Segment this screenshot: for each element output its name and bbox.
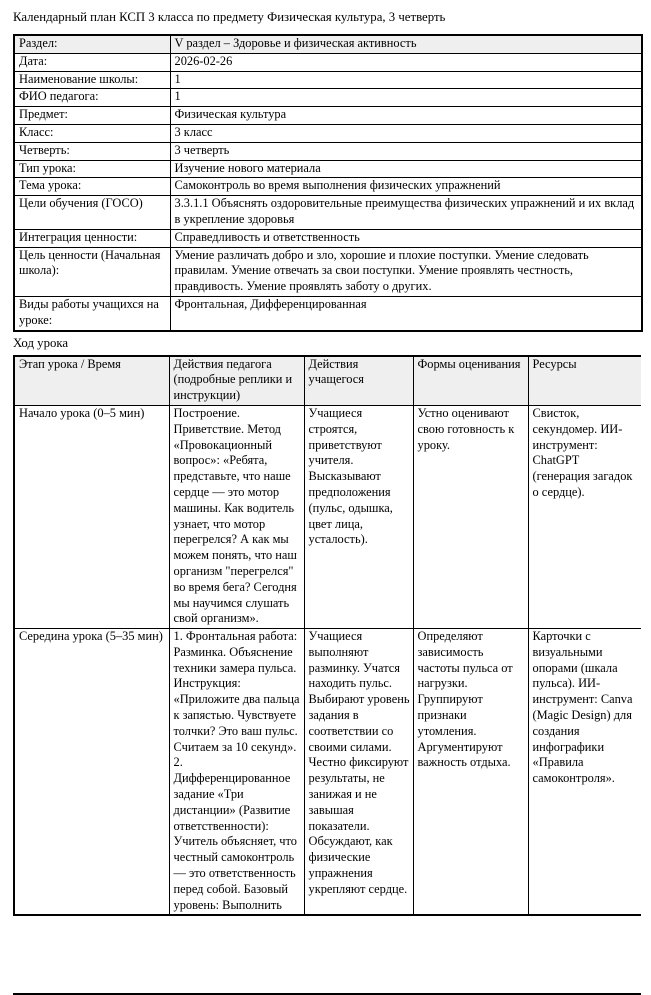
- meta-row-section: [14, 35, 642, 53]
- plan-cell-resources: Свисток, секундомер. ИИ-инструмент: ChatGPT (генерация загадок о сердце).: [528, 405, 641, 628]
- meta-row-lesson-type: [14, 160, 642, 178]
- meta-row-values-integration: [14, 229, 642, 247]
- meta-label-lesson-topic: Тема урока:: [14, 178, 170, 196]
- plan-cell-assessment: Определяют зависимость частоты пульса от нагрузки. Группируют признаки утомления. Аргументируют важность отдыха.: [413, 629, 528, 916]
- plan-cell-stage: Начало урока (0–5 мин): [14, 405, 169, 628]
- meta-value-school: 1: [170, 71, 642, 89]
- plan-cell-teacher-actions: Построение. Приветствие. Метод «Провокационный вопрос»: «Ребята, представьте, что наше сердце — это мотор машины. Как водитель узнает, что мотор перегрелся? А как мы можем понять, что наш организм "перегрелся" во время бега? Сегодня мы научимся слушать свой организм».: [169, 405, 304, 628]
- plan-cell-assessment: Устно оценивают свою готовность к уроку.: [413, 405, 528, 628]
- meta-label-school: Наименование школы:: [14, 71, 170, 89]
- meta-value-lesson-topic: Самоконтроль во время выполнения физических упражнений: [170, 178, 642, 196]
- meta-row-date: [14, 53, 642, 71]
- meta-row-grade: [14, 124, 642, 142]
- meta-label-lesson-type: Тип урока:: [14, 160, 170, 178]
- meta-label-value-goal: Цель ценности (Начальная школа):: [14, 247, 170, 296]
- meta-row-objectives: [14, 196, 642, 230]
- lesson-plan-table: [13, 355, 641, 917]
- meta-value-quarter: 3 четверть: [170, 142, 642, 160]
- meta-row-work-types: [14, 296, 642, 330]
- lesson-meta-table: [13, 34, 643, 332]
- meta-value-work-types: Фронтальная, Дифференцированная: [170, 296, 642, 330]
- section-heading: Ход урока: [13, 335, 69, 350]
- meta-value-objectives: 3.3.1.1 Объяснять оздоровительные преимущества физических упражнений и их вклад в укрепление здоровья: [170, 196, 642, 230]
- plan-header-stage: Этап урока / Время: [14, 356, 169, 406]
- meta-label-section: Раздел:: [14, 35, 170, 53]
- document-title: Календарный план КСП 3 класса по предмету Физическая культура, 3 четверть: [13, 10, 446, 24]
- meta-value-grade: 3 класс: [170, 124, 642, 142]
- plan-header-row: [14, 356, 641, 406]
- plan-cell-student-actions: Учащиеся строятся, приветствуют учителя. Высказывают предположения (пульс, одышка, цвет лица, усталость).: [304, 405, 413, 628]
- meta-label-values-integration: Интеграция ценности:: [14, 229, 170, 247]
- meta-value-date: 2026-02-26: [170, 53, 642, 71]
- meta-label-work-types: Виды работы учащихся на уроке:: [14, 296, 170, 330]
- meta-label-teacher-name: ФИО педагога:: [14, 89, 170, 107]
- plan-cell-resources: Карточки с визуальными опорами (шкала пульса). ИИ-инструмент: Canva (Magic Design) для создания инфографики «Правила самоконтроля».: [528, 629, 641, 916]
- meta-label-subject: Предмет:: [14, 107, 170, 125]
- plan-header-student-actions: Действия учащегося: [304, 356, 413, 406]
- meta-label-date: Дата:: [14, 53, 170, 71]
- plan-table-viewport: [13, 355, 641, 995]
- meta-row-quarter: [14, 142, 642, 160]
- plan-cell-teacher-actions: 1. Фронтальная работа: Разминка. Объяснение техники замера пульса. Инструкция: «Приложите два пальца к запястью. Чувствуете толчки? Это ваш пульс. Считаем за 10 секунд». 2. Дифференцированное задание «Три дистанции» (Развитие ответственности): Учитель объясняет, что честный самоконтроль — это ответственность перед собой. Базовый уровень: Выполнить: [169, 629, 304, 916]
- plan-row-lesson-middle: [14, 629, 641, 916]
- meta-value-teacher-name: 1: [170, 89, 642, 107]
- meta-row-value-goal: [14, 247, 642, 296]
- meta-row-school: [14, 71, 642, 89]
- plan-cell-stage: Середина урока (5–35 мин): [14, 629, 169, 916]
- plan-cell-student-actions: Учащиеся выполняют разминку. Учатся находить пульс. Выбирают уровень задания в соответствии со своими силами. Честно фиксируют результаты, не занижая и не завышая показатели. Обсуждают, как физические упражнения укрепляют сердце.: [304, 629, 413, 916]
- meta-value-values-integration: Справедливость и ответственность: [170, 229, 642, 247]
- meta-value-lesson-type: Изучение нового материала: [170, 160, 642, 178]
- plan-header-resources: Ресурсы: [528, 356, 641, 406]
- plan-row-lesson-start: [14, 405, 641, 628]
- plan-header-assessment: Формы оценивания: [413, 356, 528, 406]
- meta-value-subject: Физическая культура: [170, 107, 642, 125]
- meta-row-teacher-name: [14, 89, 642, 107]
- meta-label-objectives: Цели обучения (ГОСО): [14, 196, 170, 230]
- meta-label-quarter: Четверть:: [14, 142, 170, 160]
- meta-value-value-goal: Умение различать добро и зло, хорошие и плохие поступки. Умение следовать правилам. Умение отвечать за свои поступки. Умение проявлять честность, правдивость. Умение проявлять заботу о других.: [170, 247, 642, 296]
- meta-label-grade: Класс:: [14, 124, 170, 142]
- meta-value-section: V раздел – Здоровье и физическая активность: [170, 35, 642, 53]
- meta-row-lesson-topic: [14, 178, 642, 196]
- plan-header-teacher-actions: Действия педагога (подробные реплики и инструкции): [169, 356, 304, 406]
- meta-row-subject: [14, 107, 642, 125]
